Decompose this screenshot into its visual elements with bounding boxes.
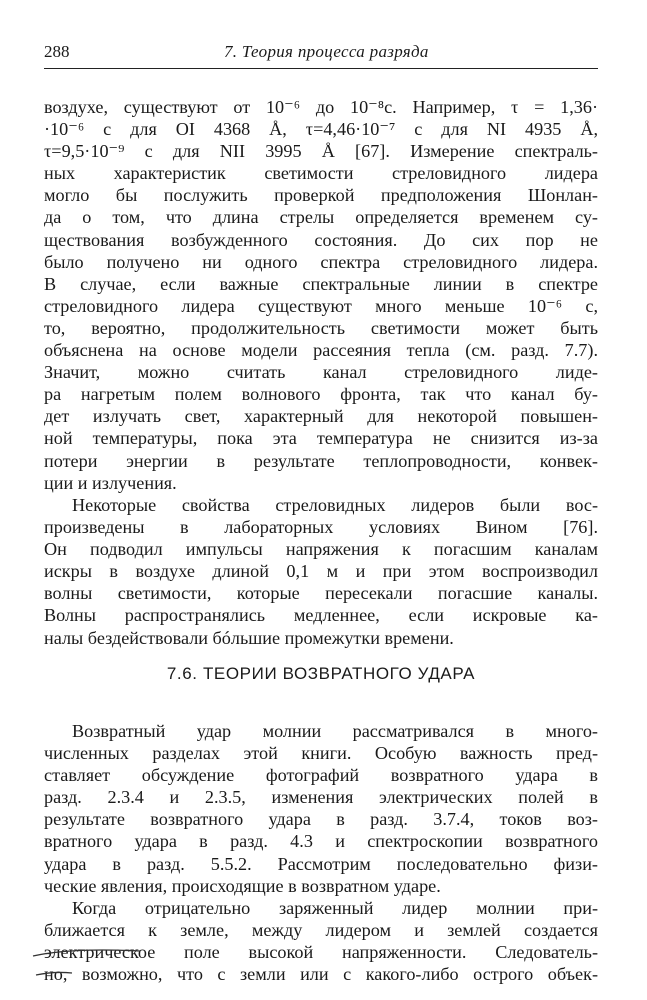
text-line: разд. 2.3.4 и 2.3.5, изменения электрических полей в: [44, 787, 598, 808]
text-line: численных разделах этой книги. Особую важность пред-: [44, 743, 598, 764]
text-line: да о том, что длина стрелы определяется временем су-: [44, 207, 598, 228]
text-line: ра нагретым полем волнового фронта, так что канал бу-: [44, 384, 598, 405]
text-line: Волны распространялись медленнее, если искровые ка-: [44, 605, 598, 626]
text-line: ·10⁻⁶ с для OI 4368 Å, τ=4,46·10⁻⁷ с для NI 4935 Å,: [44, 119, 598, 140]
text-line: было получено ни одного спектра стреловидного лидера.: [44, 251, 598, 272]
text-line: воздухе, существуют от 10⁻⁶ до 10⁻⁸с. Например, τ = 1,36·: [44, 97, 598, 117]
page-header: [44, 38, 598, 69]
paragraph-leader-approach: [44, 897, 598, 985]
text-line: τ=9,5·10⁻⁹ с для NII 3995 Å [67]. Измерение спектраль-: [44, 141, 598, 162]
text-line: потери энергии в результате теплопроводности, конвек-: [44, 450, 598, 471]
text-line: Когда отрицательно заряженный лидер молнии при-: [72, 898, 598, 918]
paragraph-return-stroke-overview: [44, 720, 598, 897]
text-line: В случае, если важные спектральные линии в спектре: [44, 273, 598, 294]
text-line: налы бездействовали бóльшие промежутки времени.: [44, 627, 454, 648]
text-line: вратного удара в разд. 4.3 и спектроскопии возвратного: [44, 831, 598, 852]
paragraph-arrow-leader-spectra: [44, 96, 598, 494]
text-line: ществования возбужденного состояния. До сих пор не: [44, 229, 598, 250]
section-heading: 7.6. ТЕОРИИ ВОЗВРАТНОГО УДАРА: [166, 664, 476, 683]
text-line: электрическое поле высокой напряженности. Следователь-: [44, 942, 598, 963]
text-line: могло бы послужить проверкой предположения Шонлан-: [44, 185, 598, 206]
text-line: ции и излучения.: [44, 472, 177, 493]
text-line: волны светимости, которые пересекали погасшие каналы.: [44, 583, 598, 604]
text-line: Значит, можно считать канал стреловидного лиде-: [44, 362, 598, 383]
text-line: объяснена на основе модели рассеяния тепла (см. разд. 7.7).: [44, 340, 598, 361]
text-line: ческие явления, происходящие в возвратном ударе.: [44, 875, 441, 896]
text-line: но, возможно, что с земли или с какого-либо острого объек-: [44, 964, 598, 985]
text-line: Некоторые свойства стреловидных лидеров были вос-: [72, 495, 598, 515]
text-line: стреловидного лидера существуют много меньше 10⁻⁶ с,: [44, 295, 598, 316]
text-line: Он подводил импульсы напряжения к погасшим каналам: [44, 539, 598, 560]
text-line: результате возвратного удара в разд. 3.7.4, токов воз-: [44, 809, 598, 830]
text-line: ставляет обсуждение фотографий возвратного удара в: [44, 765, 598, 786]
text-line: Возвратный удар молнии рассматривался в много-: [72, 721, 598, 741]
text-line: ближается к земле, между лидером и землей создается: [44, 920, 598, 941]
paragraph-lab-reproduction: [44, 494, 598, 649]
text-line: удара в разд. 5.5.2. Рассмотрим последовательно физи-: [44, 853, 598, 874]
page-number: 288: [44, 42, 70, 61]
running-title: 7. Теория процесса разряда: [224, 42, 429, 61]
text-line: дет излучать свет, характерный для некоторой повышен-: [44, 406, 598, 427]
text-line: то, вероятно, продолжительность светимости может быть: [44, 317, 598, 338]
text-line: искры в воздухе длиной 0,1 м и при этом воспроизводил: [44, 561, 598, 582]
text-line: произведены в лабораторных условиях Вином [76].: [44, 517, 598, 538]
text-line: ной температуры, пока эта температура не снизится из-за: [44, 428, 598, 449]
text-line: ных характеристик светимости стреловидного лидера: [44, 163, 598, 184]
